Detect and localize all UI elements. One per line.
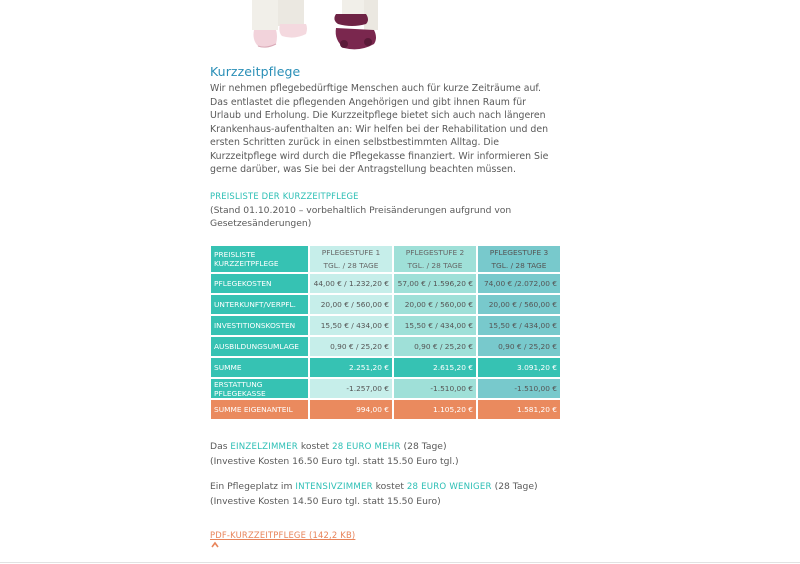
intensive-room-link[interactable]: INTENSIVZIMMER — [295, 482, 373, 492]
cell: -1.510,00 € — [394, 379, 476, 398]
level-unit: TGL. / 28 TAGE — [491, 261, 547, 270]
table-row — [211, 337, 560, 356]
cell: 0,90 € / 25,20 € — [310, 337, 392, 356]
row-label: PFLEGEKOSTEN — [211, 274, 308, 293]
note-text: (28 Tage) — [400, 441, 447, 452]
single-room-amount: 28 EURO MEHR — [332, 442, 401, 452]
cell: 1.105,20 € — [394, 400, 476, 419]
note-text: (28 Tage) — [491, 481, 538, 492]
level-unit: TGL. / 28 TAGE — [323, 261, 379, 270]
pdf-download-link[interactable]: PDF-KURZZEITPFLEGE (142,2 KB) — [210, 530, 356, 540]
sum-row — [211, 358, 560, 377]
table-row — [211, 316, 560, 335]
row-label: SUMME EIGENANTEIL — [211, 400, 308, 419]
cell: 0,90 € / 25,20 € — [394, 337, 476, 356]
level-name: PFLEGESTUFE 2 — [405, 248, 465, 257]
cell: 3.091,20 € — [478, 358, 560, 377]
level-2-header — [394, 246, 476, 272]
page-title: Kurzzeitpflege — [210, 64, 301, 79]
cell: 74,00 € /2.072,00 € — [478, 274, 560, 293]
cell: 1.581,20 € — [478, 400, 560, 419]
note-text: Ein Pflegeplatz im — [210, 481, 296, 492]
level-unit: TGL. / 28 TAGE — [407, 261, 463, 270]
cell: 994,00 € — [310, 400, 392, 419]
shoes-photo — [240, 0, 400, 56]
cell: 20,00 € / 560,00 € — [394, 295, 476, 314]
cell: -1.510,00 € — [478, 379, 560, 398]
cell: 2.615,20 € — [394, 358, 476, 377]
single-room-link[interactable]: EINZELZIMMER — [230, 442, 298, 452]
intensive-room-amount: 28 EURO WENIGER — [406, 482, 492, 492]
header-label: PREISLISTE KURZZEITPFLEGE — [211, 246, 308, 272]
note-text: kostet — [297, 441, 333, 452]
cell: 15,50 € / 434,00 € — [394, 316, 476, 335]
cell: 2.251,20 € — [310, 358, 392, 377]
row-label: AUSBILDUNGSUMLAGE — [211, 337, 308, 356]
table-row — [211, 295, 560, 314]
cell: 20,00 € / 560,00 € — [310, 295, 392, 314]
refund-row — [211, 379, 560, 398]
level-name: PFLEGESTUFE 3 — [489, 248, 549, 257]
cell: 15,50 € / 434,00 € — [310, 316, 392, 335]
cell: 44,00 € / 1.232,20 € — [310, 274, 392, 293]
row-label: UNTERKUNFT/VERPFL. — [211, 295, 308, 314]
cell: 15,50 € / 434,00 € — [478, 316, 560, 335]
cell: 20,00 € / 560,00 € — [478, 295, 560, 314]
pricelist-heading: PREISLISTE DER KURZZEITPFLEGE — [210, 191, 359, 201]
note-text: kostet — [372, 481, 407, 492]
pricelist-subtitle: (Stand 01.10.2010 – vorbehaltlich Preisänderungen aufgrund von Gesetzesänderungen) — [210, 205, 512, 229]
cell: 57,00 € / 1.596,20 € — [394, 274, 476, 293]
divider — [0, 562, 800, 563]
row-label: ERSTATTUNG PFLEGEKASSE — [211, 379, 308, 398]
single-room-note — [210, 440, 550, 468]
arrow-up-icon[interactable] — [211, 541, 219, 549]
table-header-row — [211, 246, 560, 272]
note-detail: (Investive Kosten 16.50 Euro tgl. statt 15.50 Euro tgl.) — [210, 455, 459, 467]
row-label: INVESTITIONSKOSTEN — [211, 316, 308, 335]
level-1-header — [310, 246, 392, 272]
note-detail: (Investive Kosten 14.50 Euro tgl. statt 15.50 Euro) — [210, 495, 441, 507]
intro-text: Wir nehmen pflegebedürftige Menschen auch für kurze Zeiträume auf. Das entlastet die pflegenden Angehörigen und gibt ihnen Raum für Urlaub und Erholung. Die Kurzzeitpflege bietet sich auch nach längeren Krankenhaus-aufenthalten an: Wir helfen bei der Rehabilitation und den ersten Schritten zurück in einen selbstbestimmten Alltag. Die Kurzzeitpflege wird durch die Pflegekasse finanziert. Wir informieren Sie gerne darüber, was Sie bei der Antragstellung beachten müssen. — [210, 83, 549, 175]
price-table — [209, 244, 562, 421]
note-text: Das — [210, 441, 231, 452]
intensive-room-note — [210, 480, 550, 508]
level-name: PFLEGESTUFE 1 — [321, 248, 381, 257]
own-share-row — [211, 400, 560, 419]
level-3-header — [478, 246, 560, 272]
table-row — [211, 274, 560, 293]
cell: 0,90 € / 25,20 € — [478, 337, 560, 356]
row-label: SUMME — [211, 358, 308, 377]
cell: -1.257,00 € — [310, 379, 392, 398]
